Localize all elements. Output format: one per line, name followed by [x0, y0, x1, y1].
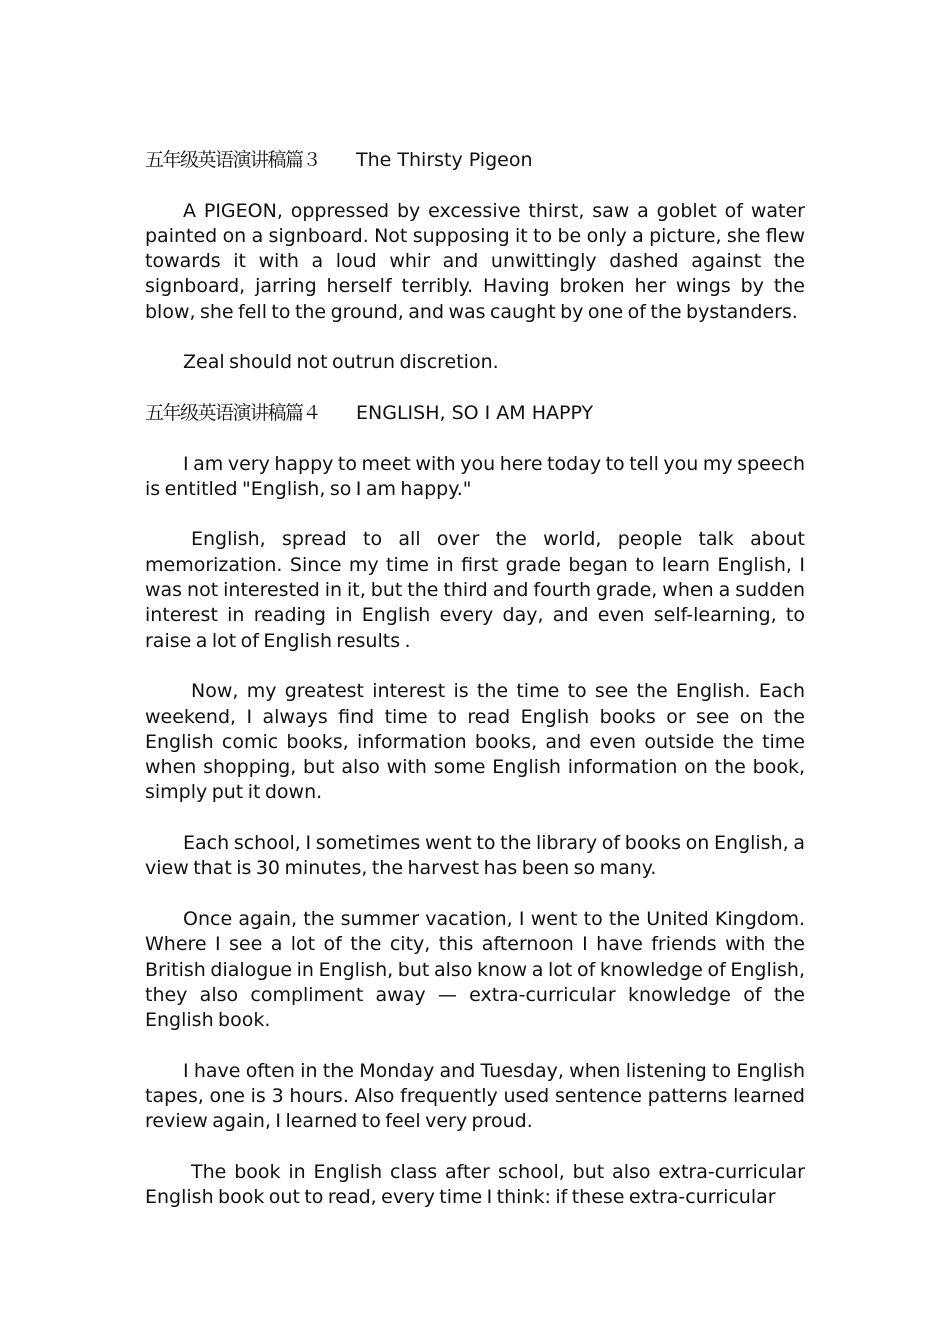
section-title: ENGLISH, SO I AM HAPPY	[356, 401, 594, 424]
section-heading-4	[145, 401, 805, 426]
paragraph: Each school, I sometimes went to the library of books on English, a view that is 30 minutes, the harvest has been so many.	[145, 832, 805, 880]
paragraph-moral: Zeal should not outrun discretion.	[183, 351, 499, 374]
paragraph: I am very happy to meet with you here today to tell you my speech is entitled "English, so I am happy."	[145, 452, 805, 500]
section-heading-cn: 五年级英语演讲稿篇４	[145, 401, 321, 424]
section-heading-cn: 五年级英语演讲稿篇３	[145, 149, 321, 171]
paragraph: Once again, the summer vacation, I went to the United Kingdom. Where I see a lot of the city, this afternoon I have friends with the British dialogue in English, but also know a lot of knowledge of English, they also compliment away — extra-curricular knowledge of the English book.	[145, 907, 805, 1032]
paragraph: A PIGEON, oppressed by excessive thirst, saw a goblet of water painted on a signboard. Not supposing it to be only a picture, she flew towards it with a loud whir and unwittingly dashed against the signboard, jarring herself terribly. Having broken her wings by the blow, she fell to the ground, and was caught by one of the bystanders.	[145, 199, 805, 323]
paragraph: Now, my greatest interest is the time to see the English. Each weekend, I always find time to read English books or see on the English comic books, information books, and even outside the time when shopping, but also with some English information on the book, simply put it down.	[145, 680, 805, 804]
paragraph: I have often in the Monday and Tuesday, when listening to English tapes, one is 3 hours. Also frequently used sentence patterns learned review again, I learned to feel very proud.	[145, 1059, 805, 1133]
paragraph: English, spread to all over the world, people talk about memorization. Since my time in first grade began to learn English, I was not interested in it, but the third and fourth grade, when a sudden interest in reading in English every day, and even self-learning, to raise a lot of English results .	[145, 528, 805, 652]
paragraph: The book in English class after school, but also extra-curricular English book out to read, every time I think: if these extra-curricular	[145, 1160, 805, 1209]
section-title: The Thirsty Pigeon	[356, 149, 533, 171]
section-heading-3	[145, 148, 805, 173]
document-page	[145, 148, 805, 1210]
